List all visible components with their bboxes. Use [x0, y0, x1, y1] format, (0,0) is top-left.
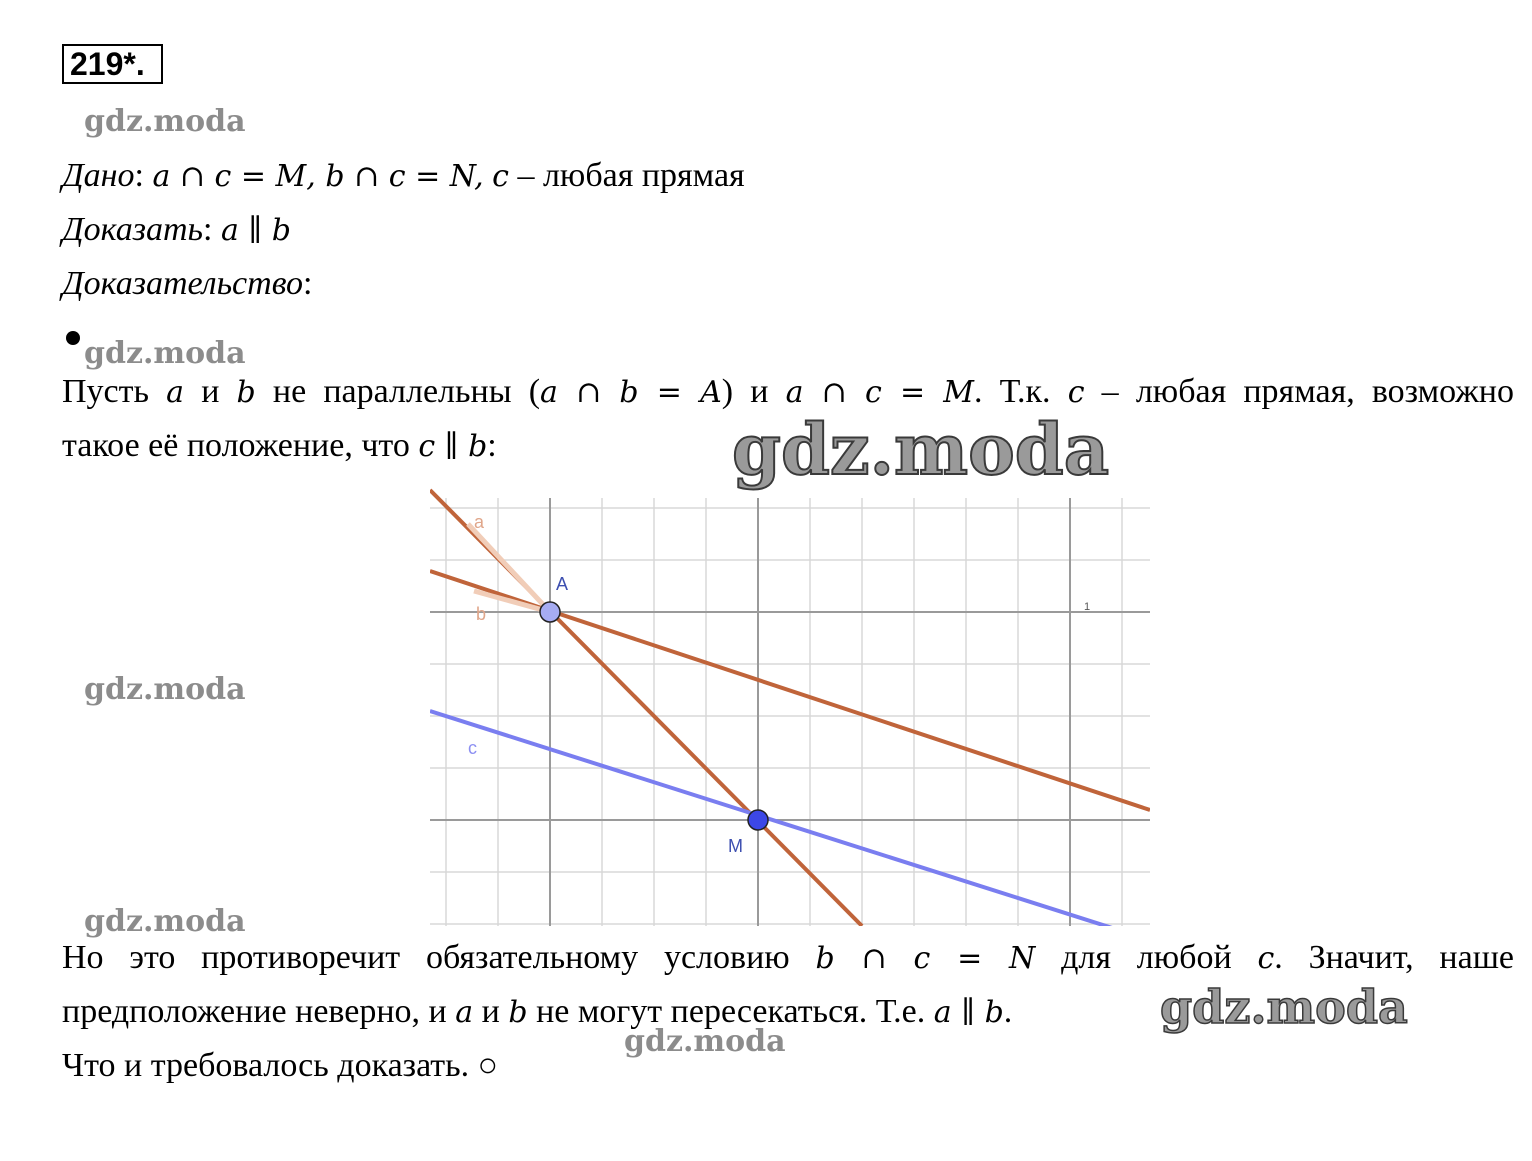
given-label: Дано: [62, 157, 135, 194]
para2-line1: Но это противоречит обязательному условию b ∩ c = N для любой c. Значит, наше: [62, 939, 1514, 976]
watermark-medium: gdz.moda: [1160, 980, 1408, 1034]
bullet-marker: [66, 331, 80, 345]
given-line: Дано: a ∩ c = M, b ∩ c = N, c – любая прямая: [62, 157, 745, 194]
proof-label: Доказательство: [62, 265, 304, 302]
grid-tick-label: 1: [1084, 601, 1091, 613]
para2-line3: Что и требовалось доказать. ○: [62, 1047, 499, 1084]
point-A: [540, 602, 560, 622]
watermark: gdz.moda: [84, 104, 246, 139]
problem-number: 219*.: [62, 44, 163, 84]
proof-line: Доказательство:: [62, 265, 313, 302]
grid-axes: [430, 498, 1150, 926]
label-b: b: [476, 604, 487, 624]
watermark-large: gdz.moda: [732, 408, 1110, 491]
watermark: gdz.moda: [84, 336, 246, 371]
prove-formula: a ∥ b: [220, 213, 291, 248]
point-M: [748, 810, 768, 830]
label-M: M: [728, 836, 743, 856]
label-a: a: [474, 512, 485, 532]
watermark: gdz.moda: [84, 904, 246, 939]
para2-line2: предположение неверно, и a и b не могут пересекаться. Т.е. a ∥ b.: [62, 993, 1013, 1030]
prove-line: Доказать: a ∥ b: [62, 211, 291, 248]
given-formula: a ∩ c = M, b ∩ c = N,: [152, 159, 484, 194]
geometry-figure: [430, 478, 1150, 926]
line-c: [430, 711, 1150, 926]
watermark: gdz.moda: [624, 1024, 786, 1059]
given-var-c: c: [492, 159, 509, 194]
watermark: gdz.moda: [84, 672, 246, 707]
label-A: A: [556, 574, 569, 594]
para1-line2: такое её положение, что c ∥ b:: [62, 427, 497, 464]
prove-label: Доказать: [62, 211, 203, 248]
given-rest: – любая прямая: [517, 157, 745, 194]
label-c: c: [468, 738, 477, 758]
grid: [430, 498, 1150, 926]
para1-line1: Пусть a и b не параллельны (a ∩ b = A) и a ∩ c = M. Т.к. c – любая прямая, возможно: [62, 373, 1514, 410]
